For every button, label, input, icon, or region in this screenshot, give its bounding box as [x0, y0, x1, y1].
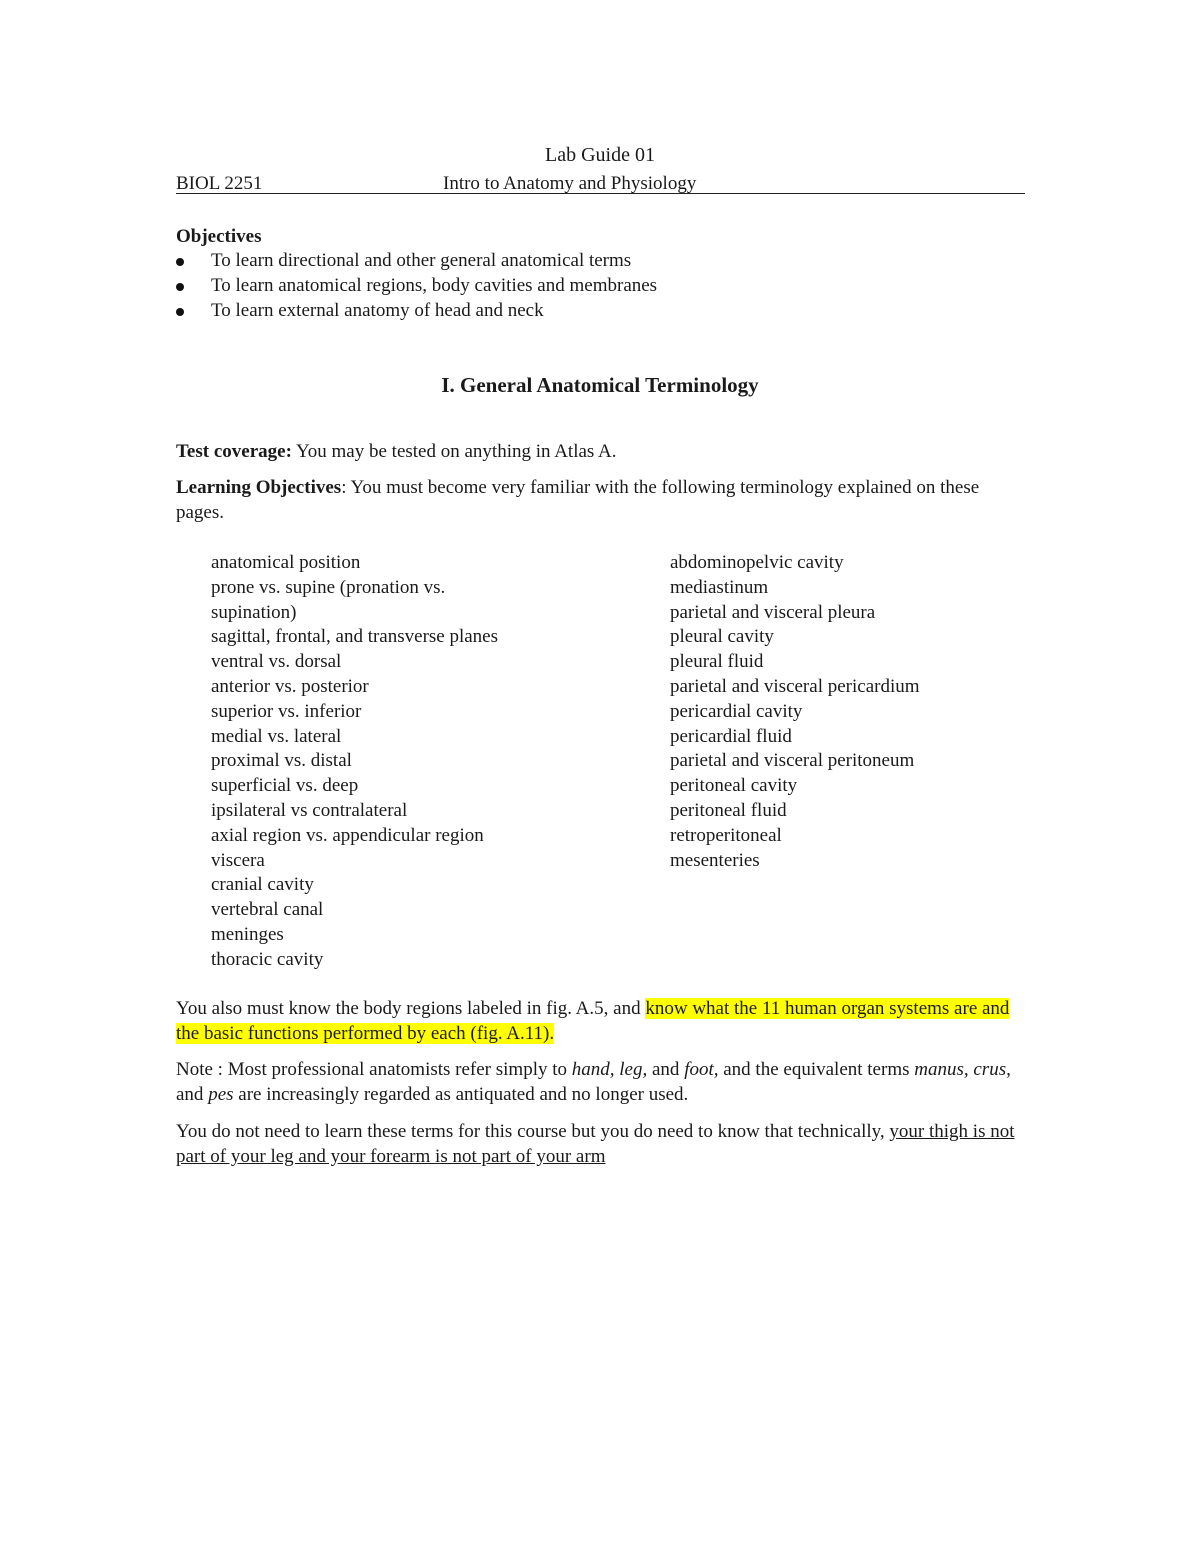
- term-item: sagittal, frontal, and transverse planes: [211, 626, 499, 648]
- terms-left-column: [211, 551, 611, 973]
- section-title: I. General Anatomical Terminology: [441, 373, 759, 397]
- note-italic-term: foot,: [684, 1059, 719, 1080]
- term-item: ipsilateral vs contralateral: [211, 799, 408, 821]
- term-item: meninges: [211, 923, 284, 945]
- term-item: parietal and visceral pleura: [670, 601, 876, 623]
- term-item: mesenteries: [670, 849, 760, 871]
- note-italic-term: hand, leg,: [571, 1059, 648, 1080]
- learning-objectives-label: Learning Objectives: [176, 477, 342, 498]
- course-code: BIOL 2251: [176, 173, 263, 194]
- body-regions-text: You also must know the body regions labeled in fig. A.5, and: [176, 998, 646, 1019]
- term-item: pericardial fluid: [670, 725, 792, 747]
- term-item: supination): [211, 601, 297, 623]
- objective-text: To learn external anatomy of head and neck: [211, 299, 544, 321]
- objectives-heading: Objectives: [176, 226, 262, 247]
- learning-objectives-paragraph: [176, 476, 1026, 526]
- lab-title: Lab Guide 01: [545, 144, 655, 166]
- term-item: peritoneal fluid: [670, 799, 787, 821]
- term-item: pleural fluid: [670, 651, 764, 673]
- term-item: pericardial cavity: [670, 700, 803, 722]
- term-item: proximal vs. distal: [211, 750, 352, 772]
- objective-text: To learn directional and other general anatomical terms: [211, 250, 632, 271]
- learning-objectives-text: : You must become very familiar with the following terminology explained on these pages.: [176, 477, 980, 523]
- term-item: mediastinum: [670, 576, 769, 598]
- test-coverage-paragraph: [176, 440, 616, 465]
- objective-text: To learn anatomical regions, body cavities and membranes: [211, 274, 658, 296]
- terms-right-column: [670, 551, 1030, 873]
- term-item: abdominopelvic cavity: [670, 552, 844, 573]
- term-item: peritoneal cavity: [670, 775, 798, 797]
- note-paragraph: [176, 1058, 1026, 1108]
- term-item: anatomical position: [211, 552, 361, 573]
- term-item: parietal and visceral peritoneum: [670, 750, 915, 772]
- test-coverage-text: You may be tested on anything in Atlas A.: [291, 441, 617, 462]
- note-text: and: [176, 1083, 209, 1105]
- terms-not-required-paragraph: [176, 1120, 1026, 1170]
- term-item: parietal and visceral pericardium: [670, 675, 920, 697]
- term-item: superior vs. inferior: [211, 700, 362, 722]
- term-item: viscera: [211, 849, 265, 871]
- term-item: axial region vs. appendicular region: [211, 824, 484, 846]
- header-underline: [176, 193, 1025, 194]
- objective-item: [176, 274, 657, 299]
- underlined-text: your thigh is not part of your leg and your forearm is not part of your arm: [176, 1121, 1015, 1167]
- objective-item: [176, 299, 657, 324]
- term-item: pleural cavity: [670, 626, 774, 648]
- note-text: and: [647, 1059, 685, 1080]
- note-italic-term: manus, crus,: [914, 1059, 1011, 1080]
- term-item: medial vs. lateral: [211, 725, 342, 747]
- test-coverage-label: Test coverage:: [176, 441, 292, 462]
- term-item: anterior vs. posterior: [211, 675, 369, 697]
- bullet-icon: [176, 258, 184, 266]
- term-item: ventral vs. dorsal: [211, 651, 342, 673]
- term-item: cranial cavity: [211, 874, 314, 896]
- objectives-list: [176, 249, 657, 323]
- term-item: prone vs. supine (pronation vs.: [211, 576, 446, 598]
- note-text: Note : Most professional anatomists refer simply to: [176, 1059, 572, 1080]
- objective-item: [176, 249, 657, 274]
- note-text: and the equivalent terms: [718, 1059, 915, 1080]
- term-item: retroperitoneal: [670, 824, 782, 846]
- course-name: Intro to Anatomy and Physiology: [443, 173, 697, 194]
- bullet-icon: [176, 283, 184, 291]
- term-item: superficial vs. deep: [211, 775, 359, 797]
- highlighted-text: know what the 11 human organ systems are and the basic functions performed by each (fig. A.11).: [176, 998, 1010, 1044]
- terms-not-required-text: You do not need to learn these terms for this course but you do need to know that technically,: [176, 1121, 890, 1142]
- note-italic-term: pes: [208, 1083, 234, 1105]
- body-regions-paragraph: [176, 997, 1026, 1047]
- term-item: thoracic cavity: [211, 948, 324, 970]
- bullet-icon: [176, 308, 184, 316]
- note-text: are increasingly regarded as antiquated and no longer used.: [233, 1083, 689, 1105]
- term-item: vertebral canal: [211, 899, 324, 921]
